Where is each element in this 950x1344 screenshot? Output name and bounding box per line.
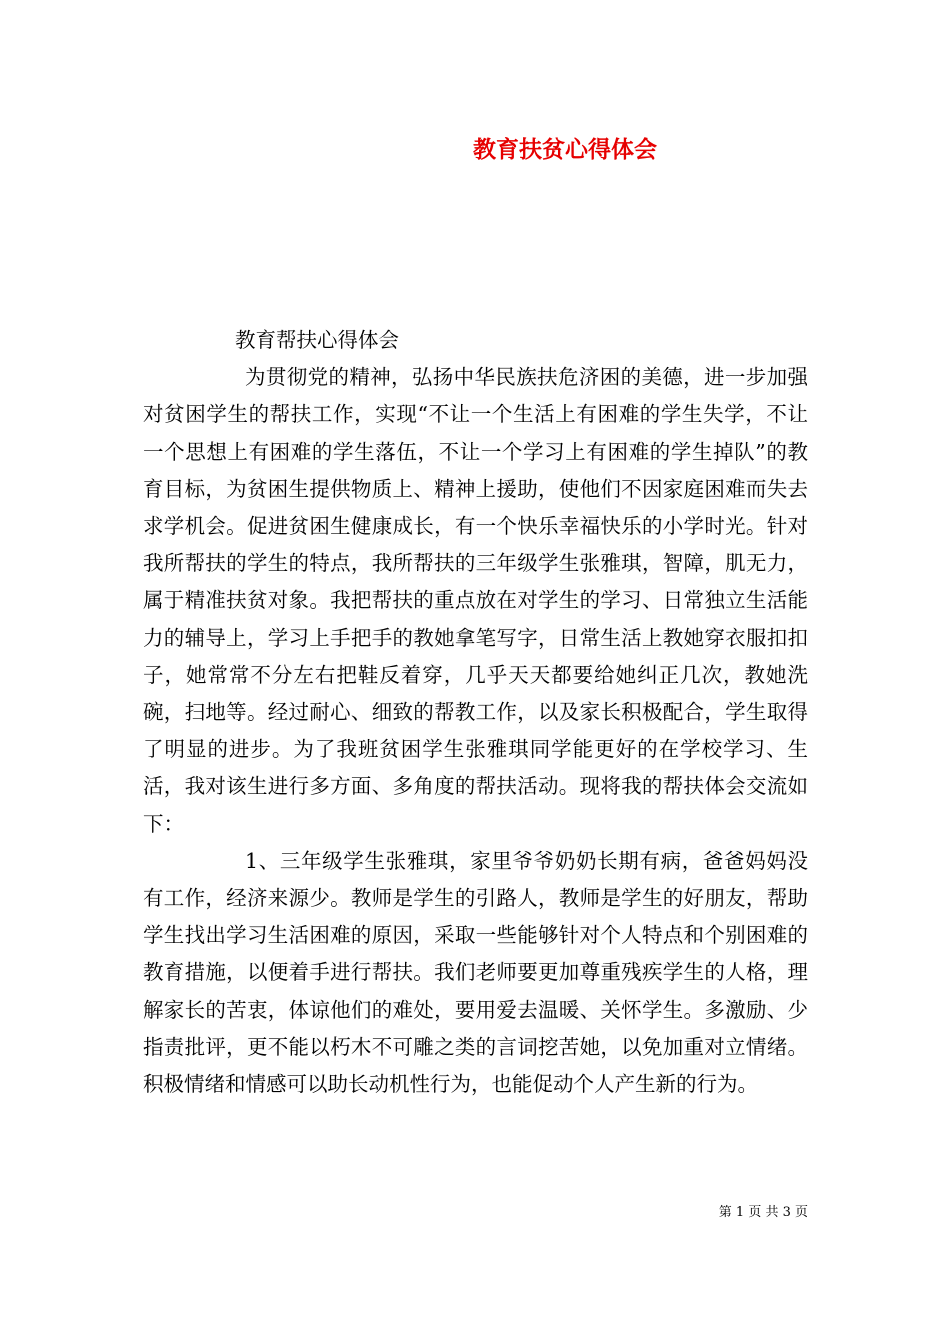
document-body	[143, 322, 808, 1103]
page-title: 教育扶贫心得体会	[473, 136, 657, 163]
paragraph-point-1: 1、三年级学生张雅琪，家里爷爷奶奶长期有病，爸爸妈妈没有工作，经济来源少。教师是学生的引路人，教师是学生的好朋友，帮助学生找出学习生活困难的原因，采取一些能够针对个人特点和个别困难的教育措施，以便着手进行帮扶。我们老师要更加尊重残疾学生的人格，理解家长的苦衷，体谅他们的难处，要用爱去温暖、关怀学生。多激励、少指责批评，更不能以朽木不可雕之类的言词挖苦她，以免加重对立情绪。积极情绪和情感可以助长动机性行为，也能促动个人产生新的行为。	[143, 848, 808, 1097]
paragraph-intro: 为贯彻党的精神，弘扬中华民族扶危济困的美德，进一步加强对贫困学生的帮扶工作，实现“不让一个生活上有困难的学生失学，不让一个思想上有困难的学生落伍，不让一个学习上有困难的学生掉队”的教育目标，为贫困生提供物质上、精神上援助，使他们不因家庭困难而失去求学机会。促进贫困生健康成长，有一个快乐幸福快乐的小学时光。针对我所帮扶的学生的特点，我所帮扶的三年级学生张雅琪，智障，肌无力，属于精准扶贫对象。我把帮扶的重点放在对学生的学习、日常独立生活能力的辅导上，学习上手把手的教她拿笔写字，日常生活上教她穿衣服扣扣子，她常常不分左右把鞋反着穿，几乎天天都要给她纠正几次，教她洗碗，扫地等。经过耐心、细致的帮教工作，以及家长积极配合，学生取得了明显的进步。为了我班贫困学生张雅琪同学能更好的在学校学习、生活，我对该生进行多方面、多角度的帮扶活动。现将我的帮扶体会交流如下：	[143, 365, 808, 836]
document-subheading: 教育帮扶心得体会	[235, 328, 399, 352]
page-number-footer: 第 1 页 共 3 页	[718, 1205, 808, 1220]
